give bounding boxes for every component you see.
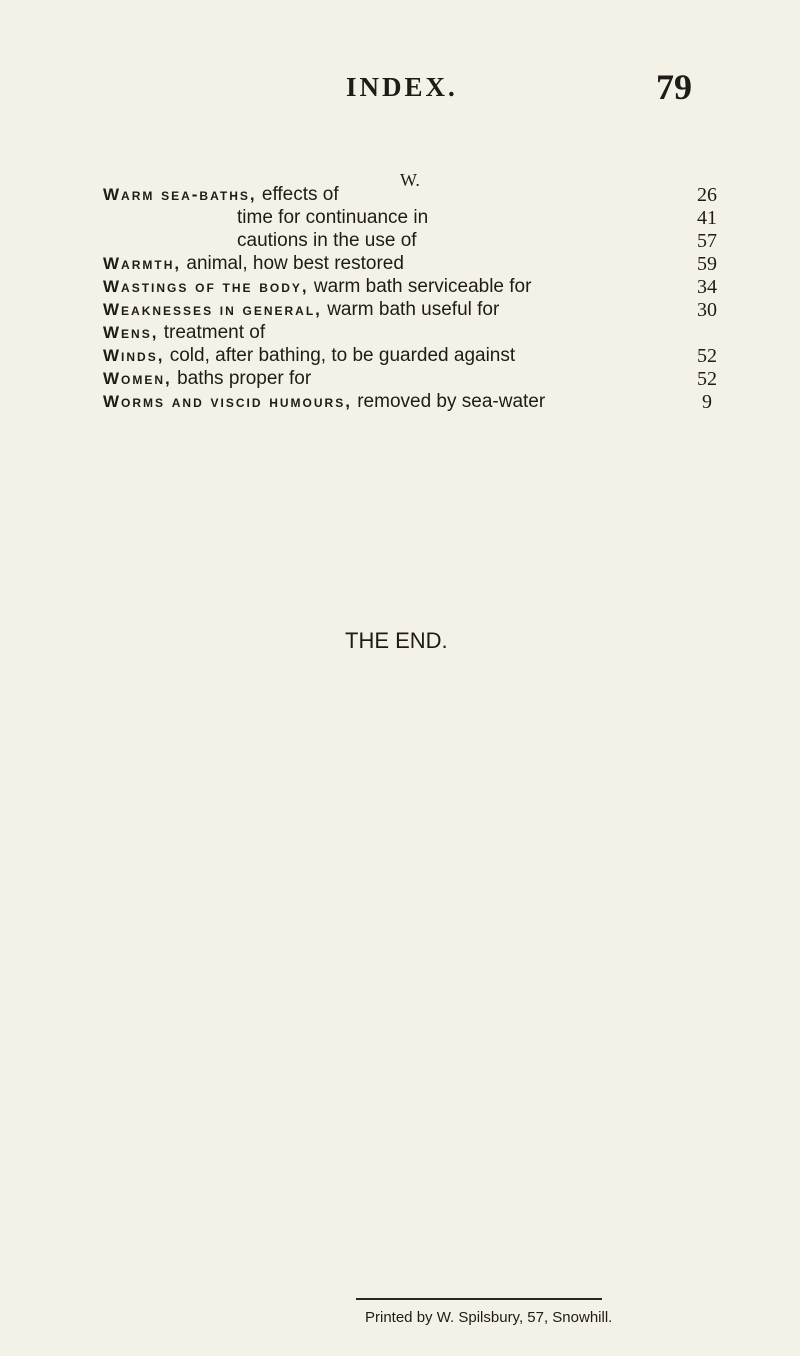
printer-imprint: Printed by W. Spilsbury, 57, Snowhill. xyxy=(365,1309,613,1326)
index-entry xyxy=(0,321,800,345)
entry-page: 34 xyxy=(697,276,717,298)
entry-page: 26 xyxy=(697,184,717,206)
entry-page: 52 xyxy=(697,368,717,390)
entry-text: baths proper for xyxy=(177,368,312,389)
entry-text: time for continuance in xyxy=(237,207,429,228)
index-entry xyxy=(0,367,800,391)
entry-text: treatment of xyxy=(163,322,266,343)
index-entry xyxy=(0,229,800,253)
entry-text: cold, after bathing, to be guarded against xyxy=(169,345,516,366)
entry-head: Weaknesses in general, xyxy=(103,300,322,319)
index-entry xyxy=(0,183,800,207)
index-entry xyxy=(0,252,800,276)
entry-text: warm bath serviceable for xyxy=(313,276,532,297)
entry-head: Worms and viscid humours, xyxy=(103,392,352,411)
page-number: 79 xyxy=(656,67,692,107)
entry-text: warm bath useful for xyxy=(327,299,500,320)
entry-page: 30 xyxy=(697,299,717,321)
entry-page: 52 xyxy=(697,345,717,367)
running-header-title: INDEX. xyxy=(346,72,458,102)
entry-head: Women, xyxy=(103,369,172,388)
entry-page: 59 xyxy=(697,253,717,275)
section-letter: W. xyxy=(400,170,420,190)
the-end-heading: THE END. xyxy=(345,628,448,653)
index-entry xyxy=(0,275,800,299)
entry-text: cautions in the use of xyxy=(237,230,417,251)
entry-head: Warmth, xyxy=(103,254,182,273)
index-entry xyxy=(0,344,800,368)
entry-text: removed by sea-water xyxy=(357,391,546,412)
entry-page: 41 xyxy=(697,207,717,229)
entry-text: effects of xyxy=(261,184,339,205)
entry-head: Wastings of the body, xyxy=(103,277,309,296)
entry-page: 9 xyxy=(702,391,712,413)
footer-rule xyxy=(356,1298,602,1300)
index-entry xyxy=(0,206,800,230)
entry-page: 57 xyxy=(697,230,717,252)
entry-head: Wens, xyxy=(103,323,159,342)
index-entry xyxy=(0,390,800,414)
entry-head: Winds, xyxy=(103,346,165,365)
entry-text: animal, how best restored xyxy=(186,253,404,274)
entry-head: Warm sea-baths, xyxy=(103,185,257,204)
index-entry xyxy=(0,298,800,322)
